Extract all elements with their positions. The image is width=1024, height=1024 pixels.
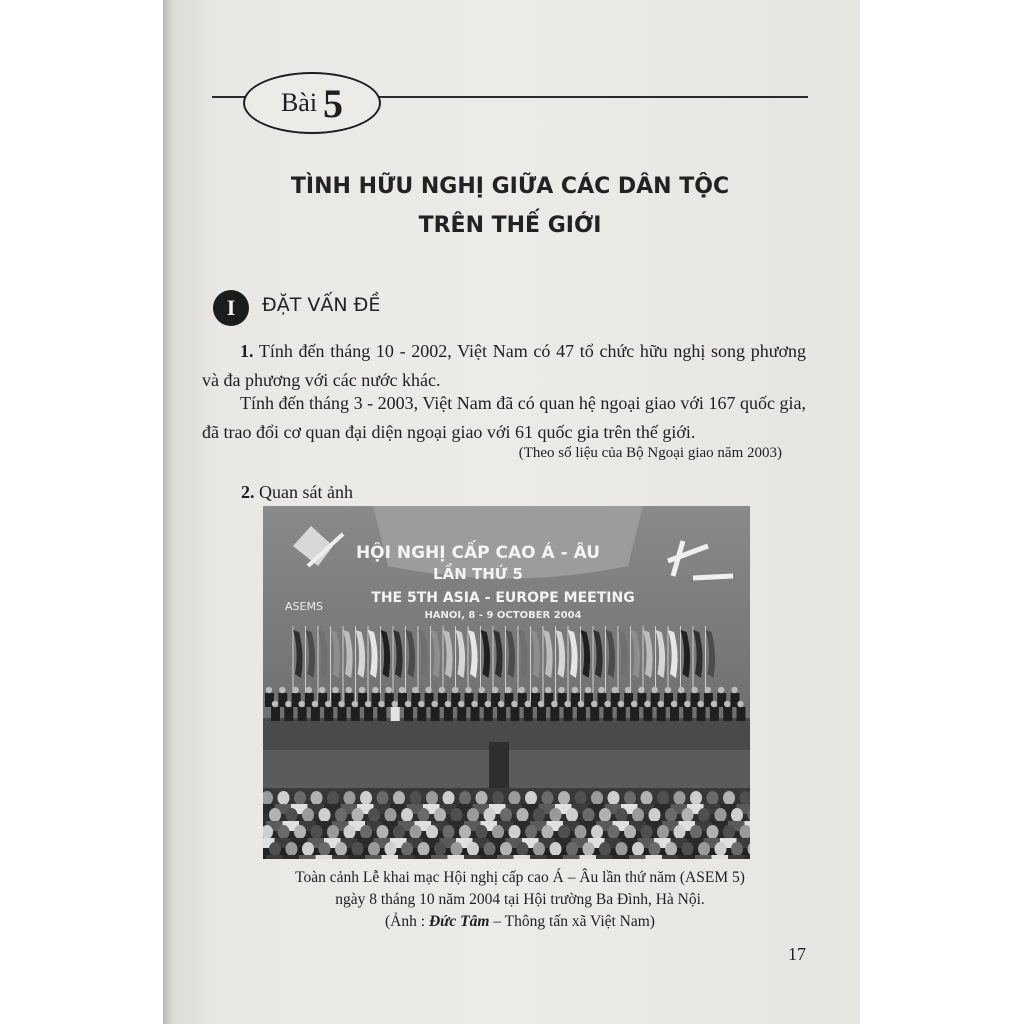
banner-line3: THE 5TH ASIA - EUROPE MEETING [371, 590, 635, 606]
banner-line2: LẦN THỨ 5 [433, 565, 523, 583]
section-numeral: I [213, 290, 249, 326]
paragraph-3-text: Quan sát ảnh [254, 482, 353, 502]
banner-line4: HANOI, 8 - 9 OCTOBER 2004 [424, 610, 582, 621]
lesson-word: Bài [280, 88, 318, 117]
asem5-photo [263, 506, 750, 859]
paragraph-1 [202, 337, 806, 395]
paragraph-2-text: Tính đến tháng 3 - 2003, Việt Nam đã có quan hệ ngoại giao với 167 quốc gia, đã trao đổi cơ quan đại diện ngoại giao với 61 quốc gia trên thế giới. [202, 393, 806, 442]
item-number-1: 1. [240, 341, 254, 361]
photo-credit-suffix: – Thông tấn xã Việt Nam) [489, 913, 655, 930]
paragraph-3 [241, 482, 353, 503]
paragraph-2 [202, 389, 806, 447]
book-spine-shadow [163, 0, 173, 1024]
photo-credit-prefix: (Ảnh : [385, 913, 429, 930]
asem-logo-label: ASEMS [285, 600, 323, 613]
photo-credit [230, 911, 810, 933]
photo-caption-line2: ngày 8 tháng 10 năm 2004 tại Hội trường Ba Đình, Hà Nội. [335, 891, 705, 908]
paragraph-1-text: Tính đến tháng 10 - 2002, Việt Nam có 47 tổ chức hữu nghị song phương và đa phương với các nước khác. [202, 341, 806, 390]
item-number-2: 2. [241, 482, 255, 502]
lesson-title-line1: TÌNH HỮU NGHỊ GIỮA CÁC DÂN TỘC [290, 174, 730, 199]
data-source-note: (Theo số liệu của Bộ Ngoại giao năm 2003) [518, 445, 782, 461]
banner-line1: HỘI NGHỊ CẤP CAO Á - ÂU [355, 543, 601, 563]
podium [489, 742, 509, 788]
lesson-badge [243, 72, 381, 134]
photo-credit-name: Đức Tâm [428, 913, 490, 930]
photo-caption-line1: Toàn cảnh Lễ khai mạc Hội nghị cấp cao Á – Âu lần thứ năm (ASEM 5) [295, 869, 745, 886]
section-heading: ĐẶT VẤN ĐỀ [262, 294, 381, 316]
page-number: 17 [788, 944, 806, 964]
lesson-title-line2: TRÊN THẾ GIỚI [418, 213, 602, 238]
lesson-number: 5 [323, 80, 344, 126]
